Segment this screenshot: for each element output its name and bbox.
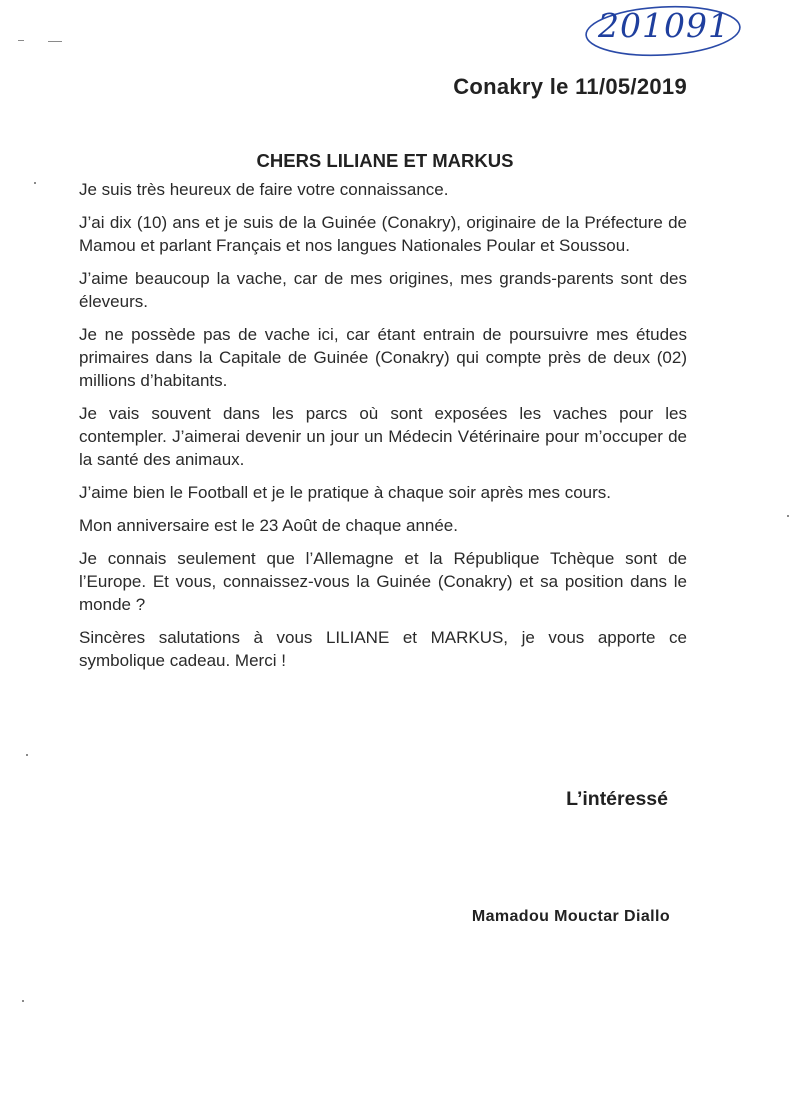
closing-line: L’intéressé	[566, 788, 668, 810]
letter-body	[79, 178, 687, 682]
letter-paragraph: Je ne possède pas de vache ici, car étant entrain de poursuivre mes études primaires dans la Capitale de Guinée (Conakry) qui compte près de deux (02) millions d’habitants.	[79, 325, 687, 390]
letter-paragraph: J’aime beaucoup la vache, car de mes origines, mes grands-parents sont des éleveurs.	[79, 269, 687, 311]
date-line: Conakry le 11/05/2019	[453, 74, 687, 99]
letter-paragraph: Je connais seulement que l’Allemagne et la République Tchèque sont de l’Europe. Et vous, connaissez-vous la Guinée (Conakry) et sa position dans le monde ?	[79, 549, 687, 614]
scan-speck	[22, 1000, 24, 1002]
scan-speck	[18, 40, 24, 41]
letter-paragraph: Sincères salutations à vous LILIANE et MARKUS, je vous apporte ce symbolique cadeau. Merci !	[79, 628, 687, 670]
signature-name: Mamadou Mouctar Diallo	[471, 908, 670, 925]
letter-title: CHERS LILIANE ET MARKUS	[256, 150, 514, 171]
scan-speck	[26, 754, 28, 756]
scan-speck	[34, 182, 36, 184]
letter-paragraph: J’aime bien le Football et je le pratique à chaque soir après mes cours.	[79, 483, 612, 502]
letter-paragraph: Je vais souvent dans les parcs où sont exposées les vaches pour les contempler. J’aimerai devenir un jour un Médecin Vétérinaire pour m’occuper de la santé des animaux.	[79, 404, 687, 469]
reference-number: 201091	[598, 6, 730, 45]
letter-paragraph: J’ai dix (10) ans et je suis de la Guinée (Conakry), originaire de la Préfecture de Mamou et parlant Français et nos langues Nationales Poular et Soussou.	[79, 213, 687, 255]
letter-paragraph: Mon anniversaire est le 23 Août de chaque année.	[79, 516, 458, 535]
scan-speck	[787, 515, 789, 517]
scan-speck	[48, 41, 62, 42]
letter-paragraph: Je suis très heureux de faire votre connaissance.	[79, 180, 449, 199]
